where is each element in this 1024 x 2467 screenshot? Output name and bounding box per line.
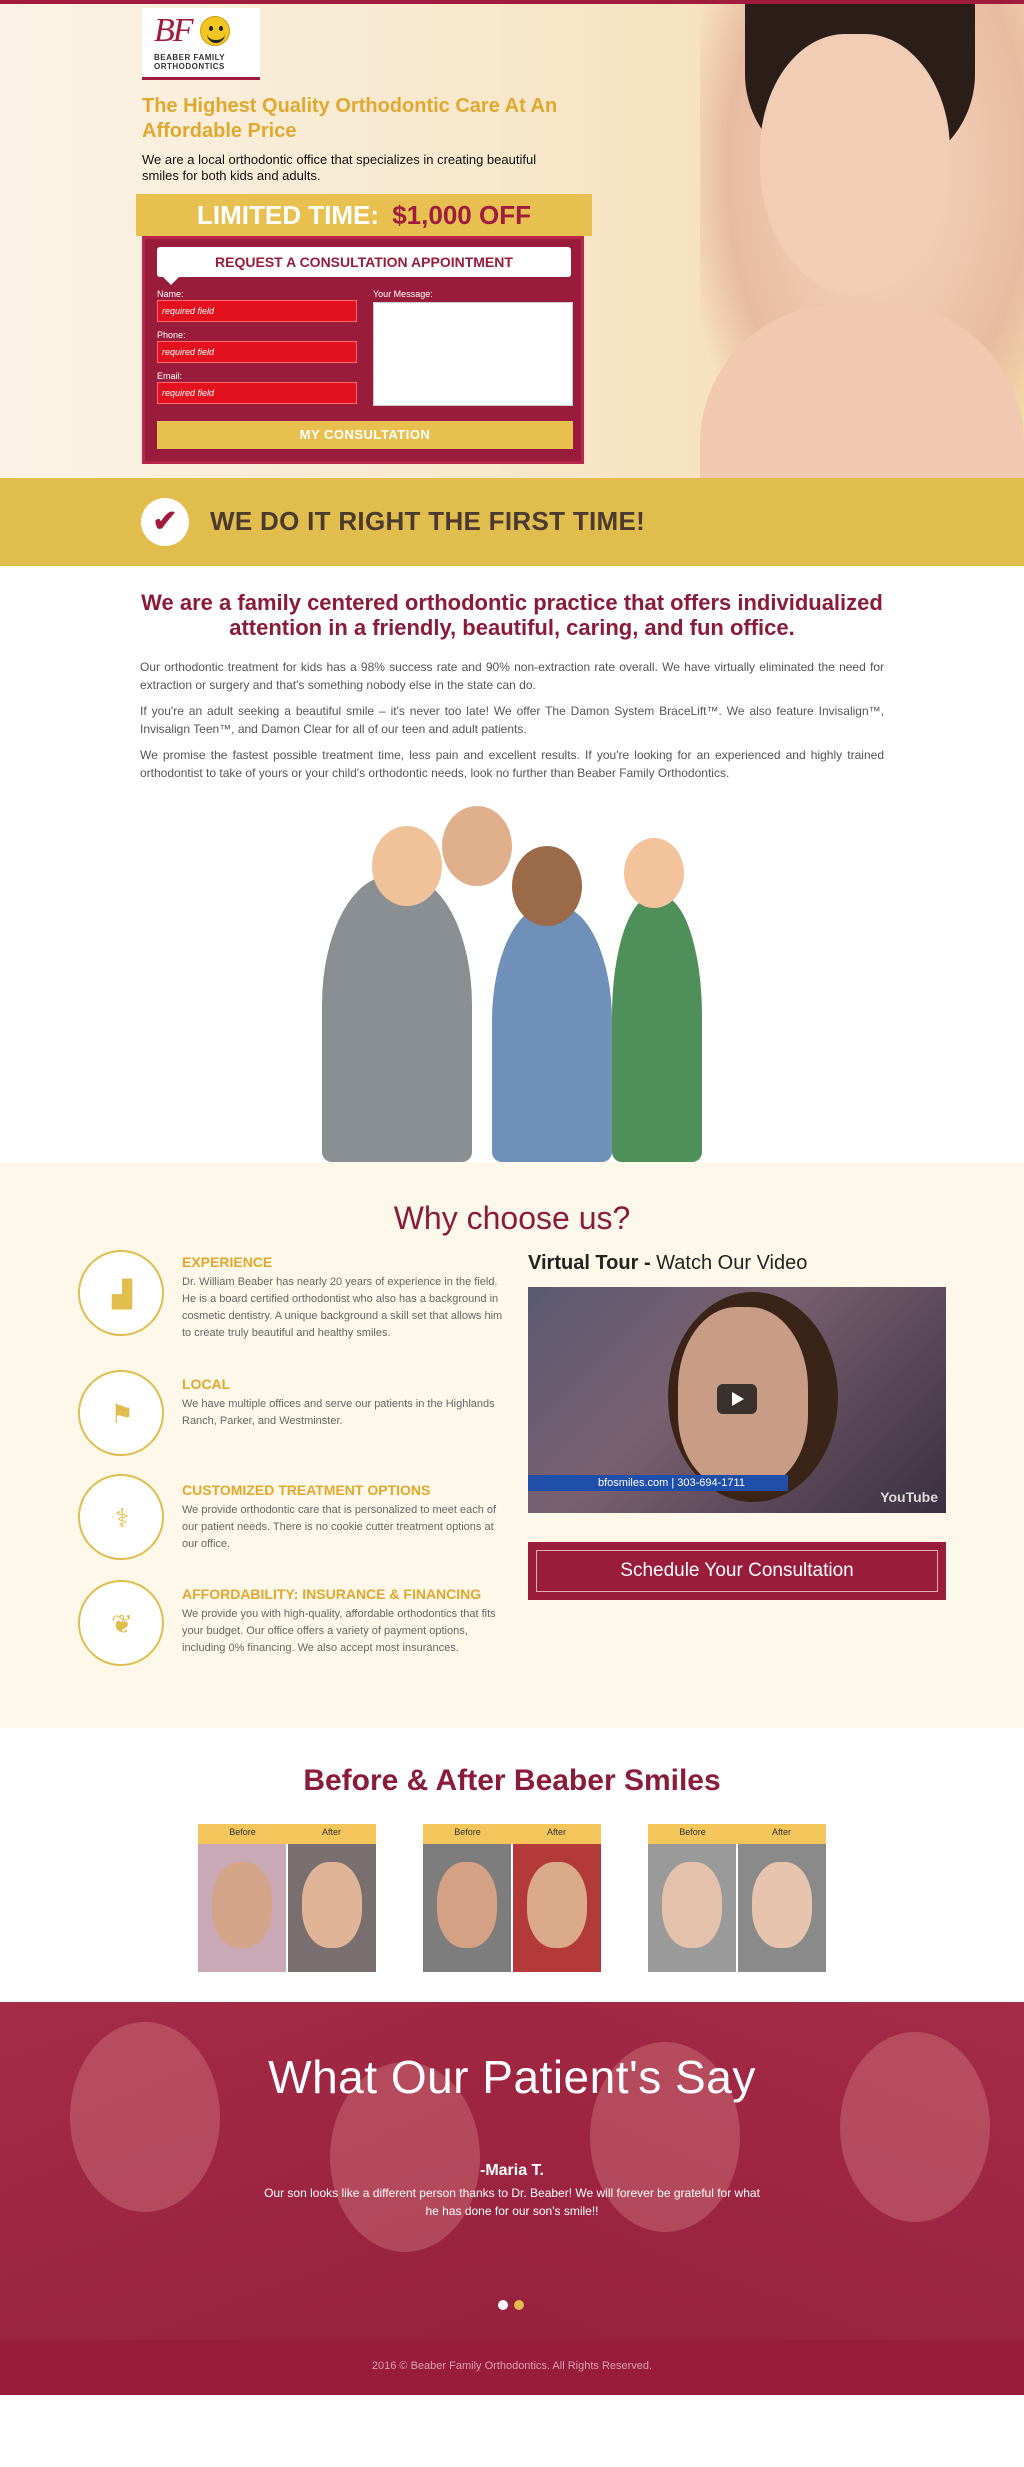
message-textarea[interactable] (373, 302, 573, 406)
podium-icon: ▟ (112, 1279, 132, 1309)
submit-consultation-button[interactable]: MY CONSULTATION (157, 421, 573, 449)
before-photo-face (662, 1862, 722, 1948)
after-label: After (321, 1827, 341, 1837)
name-label: Name: (157, 289, 184, 299)
email-input[interactable]: required field (157, 382, 357, 404)
after-photo-face (752, 1862, 812, 1948)
testimonial-title: What Our Patient's Say (268, 2051, 756, 2103)
consultation-form (142, 236, 584, 464)
after-photo-face (302, 1862, 362, 1948)
check-icon: ✔ (141, 498, 189, 546)
after-photo-face (527, 1862, 587, 1948)
carousel-dot[interactable] (514, 2300, 524, 2310)
logo-wordmark (154, 53, 225, 71)
hero-portrait-face (760, 34, 950, 294)
play-icon[interactable] (717, 1384, 757, 1414)
name-input[interactable]: required field (157, 300, 357, 322)
before-label: Before (454, 1827, 481, 1837)
feature-text: We provide orthodontic care that is personalized to meet each of our patient needs. There is no cookie cutter treatment options at our office. (182, 1504, 497, 1550)
logo-monogram: BF (154, 12, 192, 49)
logo[interactable] (142, 8, 260, 80)
after-label: After (771, 1827, 791, 1837)
hero-subtitle: We are a local orthodontic office that specializes in creating beautiful smiles for both kids and adults. (142, 152, 537, 183)
video-title-bold: Virtual Tour - (528, 1252, 651, 1274)
hero-title: The Highest Quality Orthodontic Care At An Affordable Price (142, 95, 558, 142)
feature-text: We have multiple offices and serve our patients in the Highlands Ranch, Parker, and Westminster. (182, 1398, 495, 1427)
before-label: Before (229, 1827, 256, 1837)
family-photo-father-head (442, 806, 512, 886)
feature-title: AFFORDABILITY: INSURANCE & FINANCING (182, 1586, 482, 1602)
testimonial-section (0, 2002, 1024, 2340)
before-photo (423, 1844, 511, 1972)
before-photo-face (437, 1862, 497, 1948)
video-title-rest: Watch Our Video (656, 1252, 808, 1274)
footer (0, 2340, 1024, 2395)
youtube-logo[interactable]: YouTube (880, 1489, 938, 1505)
after-photo (513, 1844, 601, 1972)
before-photo (198, 1844, 286, 1972)
feature-icon-circle (78, 1474, 164, 1560)
promo-label: LIMITED TIME: (197, 200, 379, 230)
feature-icon-circle (78, 1370, 164, 1456)
before-photo (648, 1844, 736, 1972)
guarantee-stripe (0, 478, 1024, 566)
testimonial-author: -Maria T. (479, 2162, 544, 2179)
family-photo-boy (612, 896, 702, 1162)
message-label: Your Message: (373, 289, 433, 299)
feature-title: CUSTOMIZED TREATMENT OPTIONS (182, 1482, 431, 1498)
before-after-header (648, 1824, 826, 1844)
feature-text: We provide you with high-quality, affordable orthodontics that fits your budget. Our office offers a variety of payment options, including 0% financing. We also accept most insurances. (182, 1608, 496, 1654)
why-title: Why choose us? (393, 1200, 631, 1236)
after-photo (288, 1844, 376, 1972)
page-bottom-spacer (0, 2395, 1024, 2467)
feature-icon-circle (78, 1250, 164, 1336)
video-caption-bar: bfosmiles.com | 303-694-1711 (528, 1475, 788, 1491)
family-photo-mother-head (512, 846, 582, 926)
family-photo-father (322, 876, 472, 1162)
video-player[interactable] (528, 1287, 946, 1513)
treatment-icon: ⚕ (114, 1503, 130, 1533)
before-photo-face (212, 1862, 272, 1948)
location-flag-icon: ⚑ (110, 1399, 134, 1429)
smiley-icon (200, 16, 230, 46)
promo-amount: $1,000 (392, 200, 472, 230)
before-after-header (198, 1824, 376, 1844)
before-after-header (423, 1824, 601, 1844)
before-after-title: Before & After Beaber Smiles (303, 1764, 721, 1797)
family-photo (312, 806, 712, 1162)
before-after-section (0, 1728, 1024, 2002)
phone-label: Phone: (157, 330, 186, 340)
before-after-card (198, 1824, 376, 1972)
video-title (528, 1252, 807, 1275)
guarantee-text: WE DO IT RIGHT THE FIRST TIME! (210, 506, 646, 536)
phone-input[interactable]: required field (157, 341, 357, 363)
intro-paragraph: We promise the fastest possible treatment time, less pain and excellent results. If you're looking for an experienced and highly trained orthodontist to take of yours or your child's orthodontic needs, look no further than Beaber Family Orthodontics. (140, 748, 884, 780)
promo-banner (136, 194, 592, 236)
family-photo-mother (492, 906, 612, 1162)
form-header: REQUEST A CONSULTATION APPOINTMENT (157, 247, 571, 277)
why-choose-us-section (0, 1162, 1024, 1728)
intro-paragraph: Our orthodontic treatment for kids has a 98% success rate and 90% non-extraction rate overall. We have virtually eliminated the need for extraction or surgery and that's something nobody else in the state can do. (140, 660, 884, 692)
feature-title: LOCAL (182, 1376, 231, 1392)
intro-title: We are a family centered orthodontic practice that offers individualized attention in a friendly, beautiful, caring, and fun office. (141, 590, 883, 640)
feature-title: EXPERIENCE (182, 1254, 273, 1270)
footer-copyright: 2016 © Beaber Family Orthodontics. All Rights Reserved. (371, 2360, 653, 2372)
after-label: After (546, 1827, 566, 1837)
before-after-card (423, 1824, 601, 1972)
logo-line-2: ORTHODONTICS (154, 62, 225, 71)
promo-suffix: OFF (478, 200, 531, 230)
intro-section (0, 566, 1024, 1162)
carousel-dot-active[interactable] (498, 2300, 508, 2310)
logo-line-1: BEABER FAMILY (154, 53, 226, 62)
hero-section (0, 4, 1024, 478)
before-label: Before (679, 1827, 706, 1837)
email-label: Email: (157, 371, 183, 381)
schedule-consultation-button[interactable] (528, 1542, 946, 1600)
after-photo (738, 1844, 826, 1972)
feature-text: Dr. William Beaber has nearly 20 years of experience in the field. He is a board certified orthodontist who also has a background in cosmetic dentistry. A unique background a skill set that allows him to create truly beautiful and healthy smiles. (182, 1276, 503, 1339)
schedule-consultation-label: Schedule Your Consultation (536, 1550, 938, 1592)
intro-paragraph: If you're an adult seeking a beautiful smile – it's never too late! We offer The Damon System BraceLift™. We also feature Invisalign™, Invisalign Teen™, and Damon Clear for all of our teen and adult patients. (140, 704, 884, 736)
feature-icon-circle (78, 1580, 164, 1666)
family-photo-boy-head (624, 838, 684, 908)
testimonial-quote: Our son looks like a different person thanks to Dr. Beaber! We will forever be grateful for what he has done for our son's smile!! (264, 2186, 760, 2218)
family-photo-girl (372, 826, 442, 906)
before-after-card (648, 1824, 826, 1972)
hands-coin-icon: ❦ (111, 1609, 133, 1639)
